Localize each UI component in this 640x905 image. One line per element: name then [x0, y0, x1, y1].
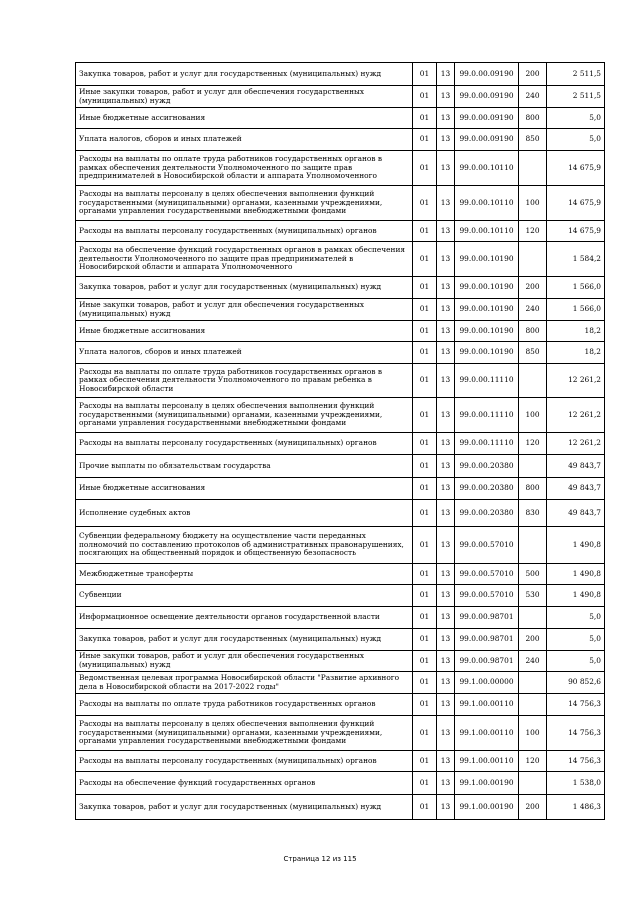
row-name: Расходы на обеспечение функций государственных органов в рамках обеспечения деятельности Уполномоченного по защите прав предпринимателей в Новосибирской области и аппарата Уполномоченного — [76, 242, 413, 277]
row-target-item: 99.0.00.10190 — [455, 299, 519, 321]
row-subsection: 13 — [437, 86, 455, 108]
table-row — [76, 433, 605, 455]
row-name: Информационное освещение деятельности органов государственной власти — [76, 607, 413, 629]
table-row — [76, 500, 605, 527]
row-section: 01 — [413, 364, 437, 398]
row-name: Закупка товаров, работ и услуг для государственных (муниципальных) нужд — [76, 63, 413, 86]
row-name: Иные закупки товаров, работ и услуг для обеспечения государственных (муниципальных) нужд — [76, 299, 413, 321]
row-expense-type: 850 — [519, 129, 547, 151]
table-row — [76, 795, 605, 820]
row-amount: 5,0 — [547, 108, 605, 129]
row-section: 01 — [413, 277, 437, 299]
row-target-item: 99.0.00.20380 — [455, 455, 519, 478]
table-row — [76, 321, 605, 342]
row-subsection: 13 — [437, 478, 455, 500]
row-amount: 49 843,7 — [547, 500, 605, 527]
row-target-item: 99.0.00.57010 — [455, 564, 519, 585]
row-name: Иные закупки товаров, работ и услуг для обеспечения государственных (муниципальных) нужд — [76, 86, 413, 108]
table-row — [76, 585, 605, 607]
table-row — [76, 398, 605, 433]
row-subsection: 13 — [437, 500, 455, 527]
row-target-item: 99.0.00.20380 — [455, 478, 519, 500]
row-target-item: 99.1.00.00190 — [455, 795, 519, 820]
table-row — [76, 108, 605, 129]
row-section: 01 — [413, 795, 437, 820]
row-expense-type: 800 — [519, 321, 547, 342]
row-section: 01 — [413, 500, 437, 527]
table-row — [76, 242, 605, 277]
row-section: 01 — [413, 221, 437, 242]
row-expense-type — [519, 151, 547, 186]
row-amount: 5,0 — [547, 607, 605, 629]
row-amount: 49 843,7 — [547, 455, 605, 478]
row-expense-type: 100 — [519, 186, 547, 221]
budget-table-body — [76, 63, 605, 820]
row-name: Расходы на выплаты персоналу в целях обеспечения выполнения функций государственными (муниципальными) органами, казенными учреждениями, органами управления государственными внебюджетными фондами — [76, 716, 413, 751]
table-row — [76, 772, 605, 795]
row-target-item: 99.0.00.10110 — [455, 151, 519, 186]
page-number: Страница 12 из 115 — [283, 855, 357, 863]
row-section: 01 — [413, 772, 437, 795]
row-name: Иные закупки товаров, работ и услуг для обеспечения государственных (муниципальных) нужд — [76, 651, 413, 672]
row-section: 01 — [413, 629, 437, 651]
row-expense-type: 800 — [519, 108, 547, 129]
row-expense-type: 500 — [519, 564, 547, 585]
row-section: 01 — [413, 527, 437, 564]
row-subsection: 13 — [437, 277, 455, 299]
row-expense-type: 120 — [519, 221, 547, 242]
table-row — [76, 607, 605, 629]
row-section: 01 — [413, 63, 437, 86]
row-subsection: 13 — [437, 342, 455, 364]
table-row — [76, 455, 605, 478]
row-section: 01 — [413, 751, 437, 772]
table-row — [76, 651, 605, 672]
row-amount: 14 675,9 — [547, 186, 605, 221]
row-amount: 5,0 — [547, 651, 605, 672]
row-subsection: 13 — [437, 772, 455, 795]
row-amount: 90 852,6 — [547, 672, 605, 694]
table-row — [76, 299, 605, 321]
row-subsection: 13 — [437, 455, 455, 478]
row-subsection: 13 — [437, 221, 455, 242]
row-section: 01 — [413, 651, 437, 672]
row-section: 01 — [413, 672, 437, 694]
row-amount: 1 490,8 — [547, 527, 605, 564]
row-amount: 12 261,2 — [547, 398, 605, 433]
row-target-item: 99.0.00.11110 — [455, 433, 519, 455]
table-row — [76, 716, 605, 751]
row-target-item: 99.0.00.98701 — [455, 629, 519, 651]
row-target-item: 99.0.00.10190 — [455, 342, 519, 364]
row-expense-type — [519, 242, 547, 277]
row-subsection: 13 — [437, 795, 455, 820]
table-row — [76, 63, 605, 86]
row-expense-type: 200 — [519, 63, 547, 86]
row-name: Иные бюджетные ассигнования — [76, 478, 413, 500]
table-row — [76, 672, 605, 694]
row-target-item: 99.0.00.10190 — [455, 321, 519, 342]
row-name: Закупка товаров, работ и услуг для государственных (муниципальных) нужд — [76, 795, 413, 820]
row-subsection: 13 — [437, 151, 455, 186]
row-amount: 1 490,8 — [547, 564, 605, 585]
row-target-item: 99.0.00.11110 — [455, 364, 519, 398]
row-expense-type: 100 — [519, 398, 547, 433]
row-section: 01 — [413, 455, 437, 478]
row-section: 01 — [413, 86, 437, 108]
row-expense-type: 240 — [519, 651, 547, 672]
row-subsection: 13 — [437, 564, 455, 585]
row-section: 01 — [413, 342, 437, 364]
table-row — [76, 364, 605, 398]
row-target-item: 99.1.00.00110 — [455, 694, 519, 716]
row-amount: 1 538,0 — [547, 772, 605, 795]
row-subsection: 13 — [437, 108, 455, 129]
row-subsection: 13 — [437, 129, 455, 151]
row-target-item: 99.0.00.98701 — [455, 651, 519, 672]
row-section: 01 — [413, 108, 437, 129]
row-expense-type: 120 — [519, 751, 547, 772]
row-section: 01 — [413, 433, 437, 455]
row-subsection: 13 — [437, 321, 455, 342]
row-section: 01 — [413, 716, 437, 751]
row-name: Расходы на выплаты персоналу государственных (муниципальных) органов — [76, 433, 413, 455]
row-subsection: 13 — [437, 364, 455, 398]
row-amount: 2 511,5 — [547, 63, 605, 86]
row-target-item: 99.0.00.10110 — [455, 186, 519, 221]
row-amount: 1 486,3 — [547, 795, 605, 820]
row-amount: 1 584,2 — [547, 242, 605, 277]
row-subsection: 13 — [437, 694, 455, 716]
row-name: Расходы на выплаты персоналу в целях обеспечения выполнения функций государственными (муниципальными) органами, казенными учреждениями, органами управления государственными внебюджетными фондами — [76, 186, 413, 221]
row-subsection: 13 — [437, 607, 455, 629]
row-target-item: 99.0.00.09190 — [455, 129, 519, 151]
row-name: Уплата налогов, сборов и иных платежей — [76, 342, 413, 364]
row-amount: 2 511,5 — [547, 86, 605, 108]
row-name: Расходы на выплаты персоналу в целях обеспечения выполнения функций государственными (муниципальными) органами, казенными учреждениями, органами управления государственными внебюджетными фондами — [76, 398, 413, 433]
row-name: Иные бюджетные ассигнования — [76, 108, 413, 129]
row-expense-type: 200 — [519, 629, 547, 651]
row-section: 01 — [413, 151, 437, 186]
row-subsection: 13 — [437, 672, 455, 694]
row-expense-type — [519, 772, 547, 795]
row-amount: 14 756,3 — [547, 751, 605, 772]
row-name: Расходы на выплаты персоналу государственных (муниципальных) органов — [76, 221, 413, 242]
row-name: Уплата налогов, сборов и иных платежей — [76, 129, 413, 151]
row-amount: 5,0 — [547, 629, 605, 651]
budget-table — [75, 62, 605, 820]
row-expense-type — [519, 694, 547, 716]
row-target-item: 99.0.00.20380 — [455, 500, 519, 527]
row-target-item: 99.1.00.00110 — [455, 751, 519, 772]
table-row — [76, 751, 605, 772]
table-row — [76, 478, 605, 500]
row-name: Ведомственная целевая программа Новосибирской области "Развитие архивного дела в Новосибирской области на 2017-2022 годы" — [76, 672, 413, 694]
table-row — [76, 694, 605, 716]
table-row — [76, 129, 605, 151]
row-expense-type: 240 — [519, 299, 547, 321]
row-subsection: 13 — [437, 398, 455, 433]
row-name: Расходы на обеспечение функций государственных органов — [76, 772, 413, 795]
row-target-item: 99.0.00.10110 — [455, 221, 519, 242]
row-subsection: 13 — [437, 585, 455, 607]
row-name: Субвенции — [76, 585, 413, 607]
row-expense-type: 240 — [519, 86, 547, 108]
row-name: Исполнение судебных актов — [76, 500, 413, 527]
row-section: 01 — [413, 299, 437, 321]
row-section: 01 — [413, 585, 437, 607]
row-subsection: 13 — [437, 716, 455, 751]
row-subsection: 13 — [437, 527, 455, 564]
row-amount: 12 261,2 — [547, 433, 605, 455]
row-name: Иные бюджетные ассигнования — [76, 321, 413, 342]
row-amount: 14 756,3 — [547, 694, 605, 716]
row-subsection: 13 — [437, 751, 455, 772]
row-section: 01 — [413, 242, 437, 277]
row-target-item: 99.1.00.00110 — [455, 716, 519, 751]
row-name: Расходы на выплаты по оплате труда работников государственных органов в рамках обеспечения деятельности Уполномоченного по защите прав предпринимателей в Новосибирской области и аппарата Уполномоченного — [76, 151, 413, 186]
table-row — [76, 151, 605, 186]
table-row — [76, 86, 605, 108]
row-name: Субвенции федеральному бюджету на осуществление части переданных полномочий по составлению протоколов об административных правонарушениях, посягающих на общественный порядок и общественную безопасность — [76, 527, 413, 564]
row-section: 01 — [413, 607, 437, 629]
row-section: 01 — [413, 564, 437, 585]
row-expense-type: 100 — [519, 716, 547, 751]
row-amount: 18,2 — [547, 321, 605, 342]
row-subsection: 13 — [437, 651, 455, 672]
row-expense-type: 530 — [519, 585, 547, 607]
row-target-item: 99.0.00.09190 — [455, 86, 519, 108]
row-name: Закупка товаров, работ и услуг для государственных (муниципальных) нужд — [76, 277, 413, 299]
table-row — [76, 186, 605, 221]
row-amount: 49 843,7 — [547, 478, 605, 500]
row-expense-type — [519, 364, 547, 398]
row-expense-type: 850 — [519, 342, 547, 364]
row-expense-type — [519, 607, 547, 629]
row-target-item: 99.0.00.98701 — [455, 607, 519, 629]
row-amount: 14 675,9 — [547, 221, 605, 242]
row-expense-type — [519, 672, 547, 694]
row-section: 01 — [413, 129, 437, 151]
row-target-item: 99.1.00.00190 — [455, 772, 519, 795]
row-target-item: 99.0.00.10190 — [455, 277, 519, 299]
row-target-item: 99.0.00.57010 — [455, 585, 519, 607]
row-name: Расходы на выплаты по оплате труда работников государственных органов в рамках обеспечения деятельности Уполномоченного по правам ребенка в Новосибирской области — [76, 364, 413, 398]
table-row — [76, 277, 605, 299]
table-row — [76, 221, 605, 242]
row-expense-type — [519, 527, 547, 564]
row-amount: 14 756,3 — [547, 716, 605, 751]
row-subsection: 13 — [437, 242, 455, 277]
row-expense-type: 200 — [519, 795, 547, 820]
row-target-item: 99.0.00.09190 — [455, 108, 519, 129]
table-row — [76, 564, 605, 585]
row-expense-type: 120 — [519, 433, 547, 455]
row-target-item: 99.0.00.10190 — [455, 242, 519, 277]
row-section: 01 — [413, 186, 437, 221]
row-name: Межбюджетные трансферты — [76, 564, 413, 585]
row-subsection: 13 — [437, 299, 455, 321]
row-subsection: 13 — [437, 629, 455, 651]
row-target-item: 99.1.00.00000 — [455, 672, 519, 694]
row-section: 01 — [413, 694, 437, 716]
table-row — [76, 629, 605, 651]
row-section: 01 — [413, 478, 437, 500]
row-section: 01 — [413, 398, 437, 433]
row-name: Прочие выплаты по обязательствам государства — [76, 455, 413, 478]
row-subsection: 13 — [437, 433, 455, 455]
row-amount: 1 566,0 — [547, 277, 605, 299]
table-row — [76, 527, 605, 564]
row-target-item: 99.0.00.57010 — [455, 527, 519, 564]
row-amount: 14 675,9 — [547, 151, 605, 186]
row-amount: 12 261,2 — [547, 364, 605, 398]
row-expense-type: 830 — [519, 500, 547, 527]
row-name: Расходы на выплаты по оплате труда работников государственных органов — [76, 694, 413, 716]
row-target-item: 99.0.00.11110 — [455, 398, 519, 433]
row-expense-type: 800 — [519, 478, 547, 500]
row-amount: 18,2 — [547, 342, 605, 364]
row-target-item: 99.0.00.09190 — [455, 63, 519, 86]
row-amount: 5,0 — [547, 129, 605, 151]
row-expense-type — [519, 455, 547, 478]
row-name: Расходы на выплаты персоналу государственных (муниципальных) органов — [76, 751, 413, 772]
row-expense-type: 200 — [519, 277, 547, 299]
row-subsection: 13 — [437, 186, 455, 221]
row-section: 01 — [413, 321, 437, 342]
row-amount: 1 490,8 — [547, 585, 605, 607]
table-row — [76, 342, 605, 364]
row-name: Закупка товаров, работ и услуг для государственных (муниципальных) нужд — [76, 629, 413, 651]
row-subsection: 13 — [437, 63, 455, 86]
row-amount: 1 566,0 — [547, 299, 605, 321]
